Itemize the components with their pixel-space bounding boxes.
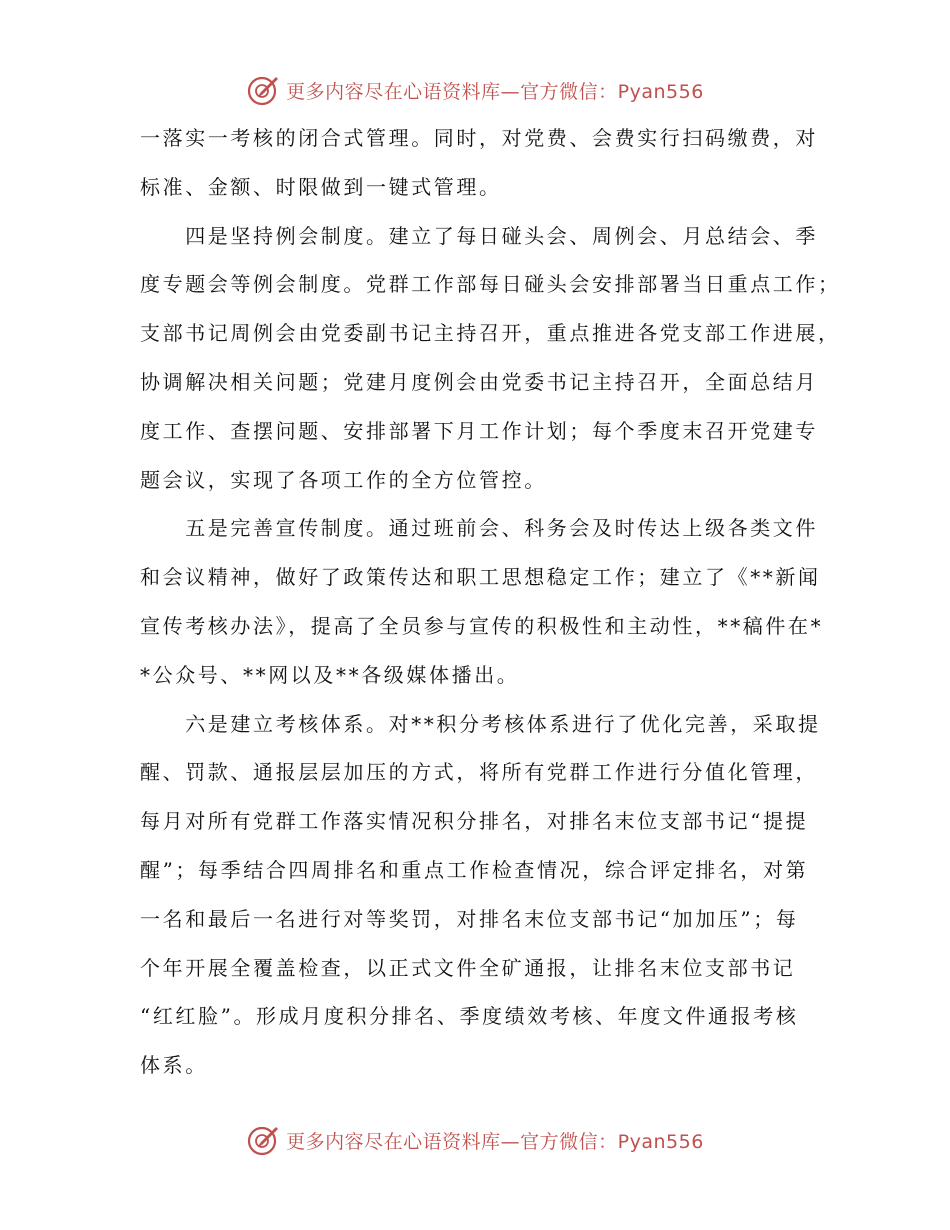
footer-banner <box>0 1120 950 1160</box>
body-line: *公众号、**网以及**各级媒体播出。 <box>140 662 520 687</box>
body-line: 标准、金额、时限做到一键式管理。 <box>140 174 502 199</box>
body-line: 每月对所有党群工作落实情况积分排名，对排名末位支部书记“提提 <box>140 809 809 834</box>
body-line: 个年开展全覆盖检查，以正式文件全矿通报，让排名末位支部书记 <box>140 955 796 980</box>
body-line: 四是坚持例会制度。建立了每日碰头会、周例会、月总结会、季 <box>140 223 818 248</box>
body-line: 一名和最后一名进行对等奖罚，对排名末位支部书记“加加压”；每 <box>140 906 799 931</box>
body-line: 协调解决相关问题；党建月度例会由党委书记主持召开，全面总结月 <box>140 369 818 394</box>
body-line: 题会议，实现了各项工作的全方位管控。 <box>140 467 547 492</box>
body-line: 五是完善宣传制度。通过班前会、科务会及时传达上级各类文件 <box>140 516 818 541</box>
body-line: 度专题会等例会制度。党群工作部每日碰头会安排部署当日重点工作； <box>140 272 841 297</box>
body-line: 和会议精神，做好了政策传达和职工思想稳定工作；建立了《**新闻 <box>140 565 821 590</box>
body-line: 宣传考核办法》，提高了全员参与宣传的积极性和主动性，**稿件在* <box>140 613 824 638</box>
body-line: 六是建立考核体系。对**积分考核体系进行了优化完善，采取提 <box>140 711 821 736</box>
body-line: 醒”；每季结合四周排名和重点工作检查情况，综合评定排名，对第 <box>140 857 809 882</box>
header-banner <box>0 70 950 110</box>
body-line: 醒、罚款、通报层层加压的方式，将所有党群工作进行分值化管理， <box>140 760 818 785</box>
header-banner-text: 更多内容尽在心语资料库—官方微信：Pyan556 <box>286 80 704 103</box>
body-line: 一落实一考核的闭合式管理。同时，对党费、会费实行扫码缴费，对 <box>140 126 818 150</box>
body-line: 支部书记周例会由党委副书记主持召开，重点推进各党支部工作进展， <box>140 321 841 346</box>
pen-logo-icon <box>246 1123 280 1157</box>
body-line: 体系。 <box>140 1053 208 1078</box>
footer-banner-text: 更多内容尽在心语资料库—官方微信：Pyan556 <box>286 1130 704 1153</box>
pen-logo-icon <box>246 73 280 107</box>
body-line: “红红脸”。形成月度积分排名、季度绩效考核、年度文件通报考核 <box>140 1004 799 1029</box>
body-line: 度工作、查摆问题、安排部署下月工作计划；每个季度末召开党建专 <box>140 418 818 443</box>
document-body <box>140 114 841 1090</box>
